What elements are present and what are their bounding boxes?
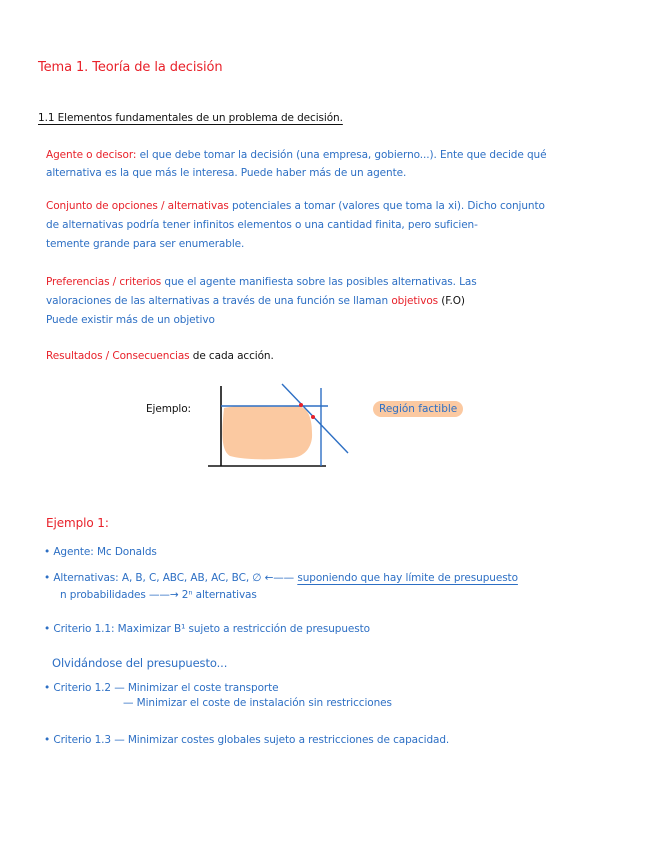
region-factible-label: Región factible <box>373 401 463 417</box>
conjunto-line-2: de alternativas podría tener infinitos elementos o una cantidad finita, pero suficien- <box>46 219 478 231</box>
feasible-region-area <box>222 406 312 459</box>
feasible-region-sketch <box>200 378 360 478</box>
ejemplo1-criterio-1-2a: • Criterio 1.2 — Minimizar el coste transporte <box>44 682 279 694</box>
preferencias-fo: (F.O) <box>438 295 465 307</box>
preferencias-objetivos: objetivos <box>391 295 439 307</box>
ejemplo1-heading: Ejemplo 1: <box>46 516 109 530</box>
conjunto-line-3: temente grande para ser enumerable. <box>46 238 245 250</box>
agente-line-2: alternativa es la que más le interesa. Puede haber más de un agente. <box>46 167 407 179</box>
preferencias-text-1: que el agente manifiesta sobre las posibles alternativas. Las <box>161 276 477 288</box>
agente-line-1 <box>46 149 546 161</box>
preferencias-line-3: Puede existir más de un objetivo <box>46 314 215 326</box>
ejemplo1-criterio-1-3: • Criterio 1.3 — Minimizar costes globales sujeto a restricciones de capacidad. <box>44 734 450 746</box>
ejemplo1-criterio-1-2b: — Minimizar el coste de instalación sin restricciones <box>123 697 392 709</box>
alternativas-list: • Alternativas: A, B, C, ABC, AB, AC, BC, ∅ ←—— <box>44 572 298 584</box>
ejemplo1-alternativas-2: n probabilidades ——→ 2ⁿ alternativas <box>60 589 257 601</box>
ejemplo1-agente: • Agente: Mc Donalds <box>44 546 157 558</box>
resultados-line <box>46 350 274 362</box>
vertex-point-2 <box>311 415 315 419</box>
conjunto-line-1 <box>46 200 545 212</box>
conjunto-term: Conjunto de opciones / alternativas <box>46 200 229 212</box>
conjunto-text-1: potenciales a tomar (valores que toma la xi). Dicho conjunto <box>228 200 545 212</box>
agente-term: Agente o decisor: <box>46 149 137 161</box>
page-title: Tema 1. Teoría de la decisión <box>38 60 223 75</box>
preferencias-line-2 <box>46 295 465 307</box>
ejemplo1-olvidandose: Olvidándose del presupuesto... <box>52 656 228 670</box>
preferencias-term: Preferencias / criterios <box>46 276 162 288</box>
preferencias-line-1 <box>46 276 477 288</box>
resultados-term: Resultados / Consecuencias <box>46 350 190 362</box>
section-heading: 1.1 Elementos fundamentales de un problema de decisión. <box>38 112 343 124</box>
alternativas-note: suponiendo que hay límite de presupuesto <box>297 572 518 584</box>
figure-label: Ejemplo: <box>146 403 191 415</box>
vertex-point-1 <box>299 403 303 407</box>
ejemplo1-alternativas-1 <box>44 572 518 584</box>
ejemplo1-criterio-1-1: • Criterio 1.1: Maximizar B¹ sujeto a restricción de presupuesto <box>44 623 370 635</box>
resultados-text: de cada acción. <box>189 350 274 362</box>
agente-text-1: el que debe tomar la decisión (una empresa, gobierno...). Ente que decide qué <box>136 149 547 161</box>
preferencias-text-2a: valoraciones de las alternativas a través de una función se llaman <box>46 295 392 307</box>
